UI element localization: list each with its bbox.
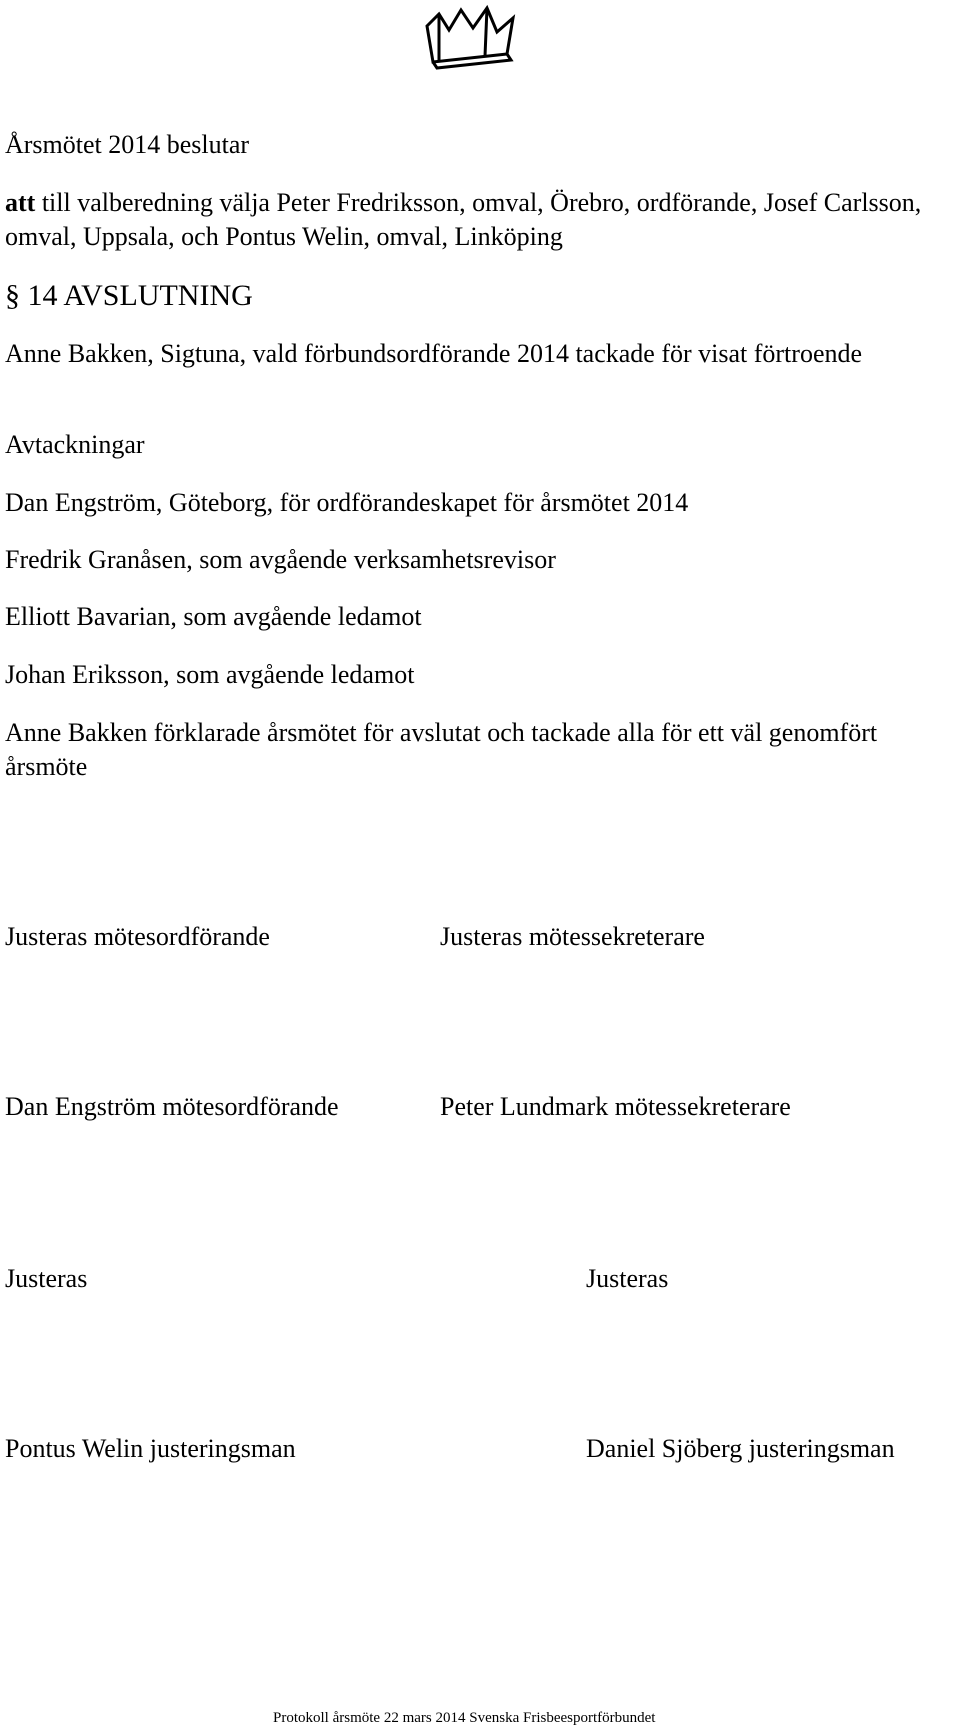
section-heading <box>5 278 253 314</box>
signature-label-chair: Justeras mötesordförande <box>5 922 270 951</box>
signature-name-chair: Dan Engström mötesordförande <box>5 1092 339 1121</box>
signature-label-adjuster-1: Justeras <box>5 1264 88 1293</box>
signature-label-adjuster-2: Justeras <box>586 1264 669 1293</box>
signature-label-secretary: Justeras mötessekreterare <box>440 922 705 951</box>
paragraph-thanks: Anne Bakken, Sigtuna, vald förbundsordförande 2014 tackade för visat förtroende <box>5 339 863 368</box>
resolution-intro: Årsmötet 2014 beslutar <box>5 130 250 159</box>
crown-logo-icon <box>425 4 525 70</box>
paragraph-eriksson: Johan Eriksson, som avgående ledamot <box>5 660 415 689</box>
signature-name-adjuster-2: Daniel Sjöberg justeringsman <box>586 1434 895 1463</box>
paragraph-avtackningar: Avtackningar <box>5 430 145 459</box>
paragraph-closing: Anne Bakken förklarade årsmötet för avslutat och tackade alla för ett väl genomfört årsmöte <box>5 718 878 781</box>
page-footer: Protokoll årsmöte 22 mars 2014 Svenska Frisbeesportförbundet <box>273 1710 656 1726</box>
signature-name-secretary: Peter Lundmark mötessekreterare <box>440 1092 791 1121</box>
att-text: till valberedning välja Peter Fredriksson, omval, Örebro, ordförande, Josef Carlsson, omval, Uppsala, och Pontus Welin, omval, Linköping <box>5 188 922 251</box>
att-keyword: att <box>5 188 36 217</box>
section-symbol: § <box>5 279 20 312</box>
section-title: 14 AVSLUTNING <box>20 279 253 312</box>
paragraph-engstrom: Dan Engström, Göteborg, för ordförandeskapet för årsmötet 2014 <box>5 488 689 517</box>
paragraph-granasen: Fredrik Granåsen, som avgående verksamhetsrevisor <box>5 545 556 574</box>
resolution-att-paragraph <box>5 186 945 254</box>
paragraph-bavarian: Elliott Bavarian, som avgående ledamot <box>5 602 422 631</box>
signature-name-adjuster-1: Pontus Welin justeringsman <box>5 1434 296 1463</box>
